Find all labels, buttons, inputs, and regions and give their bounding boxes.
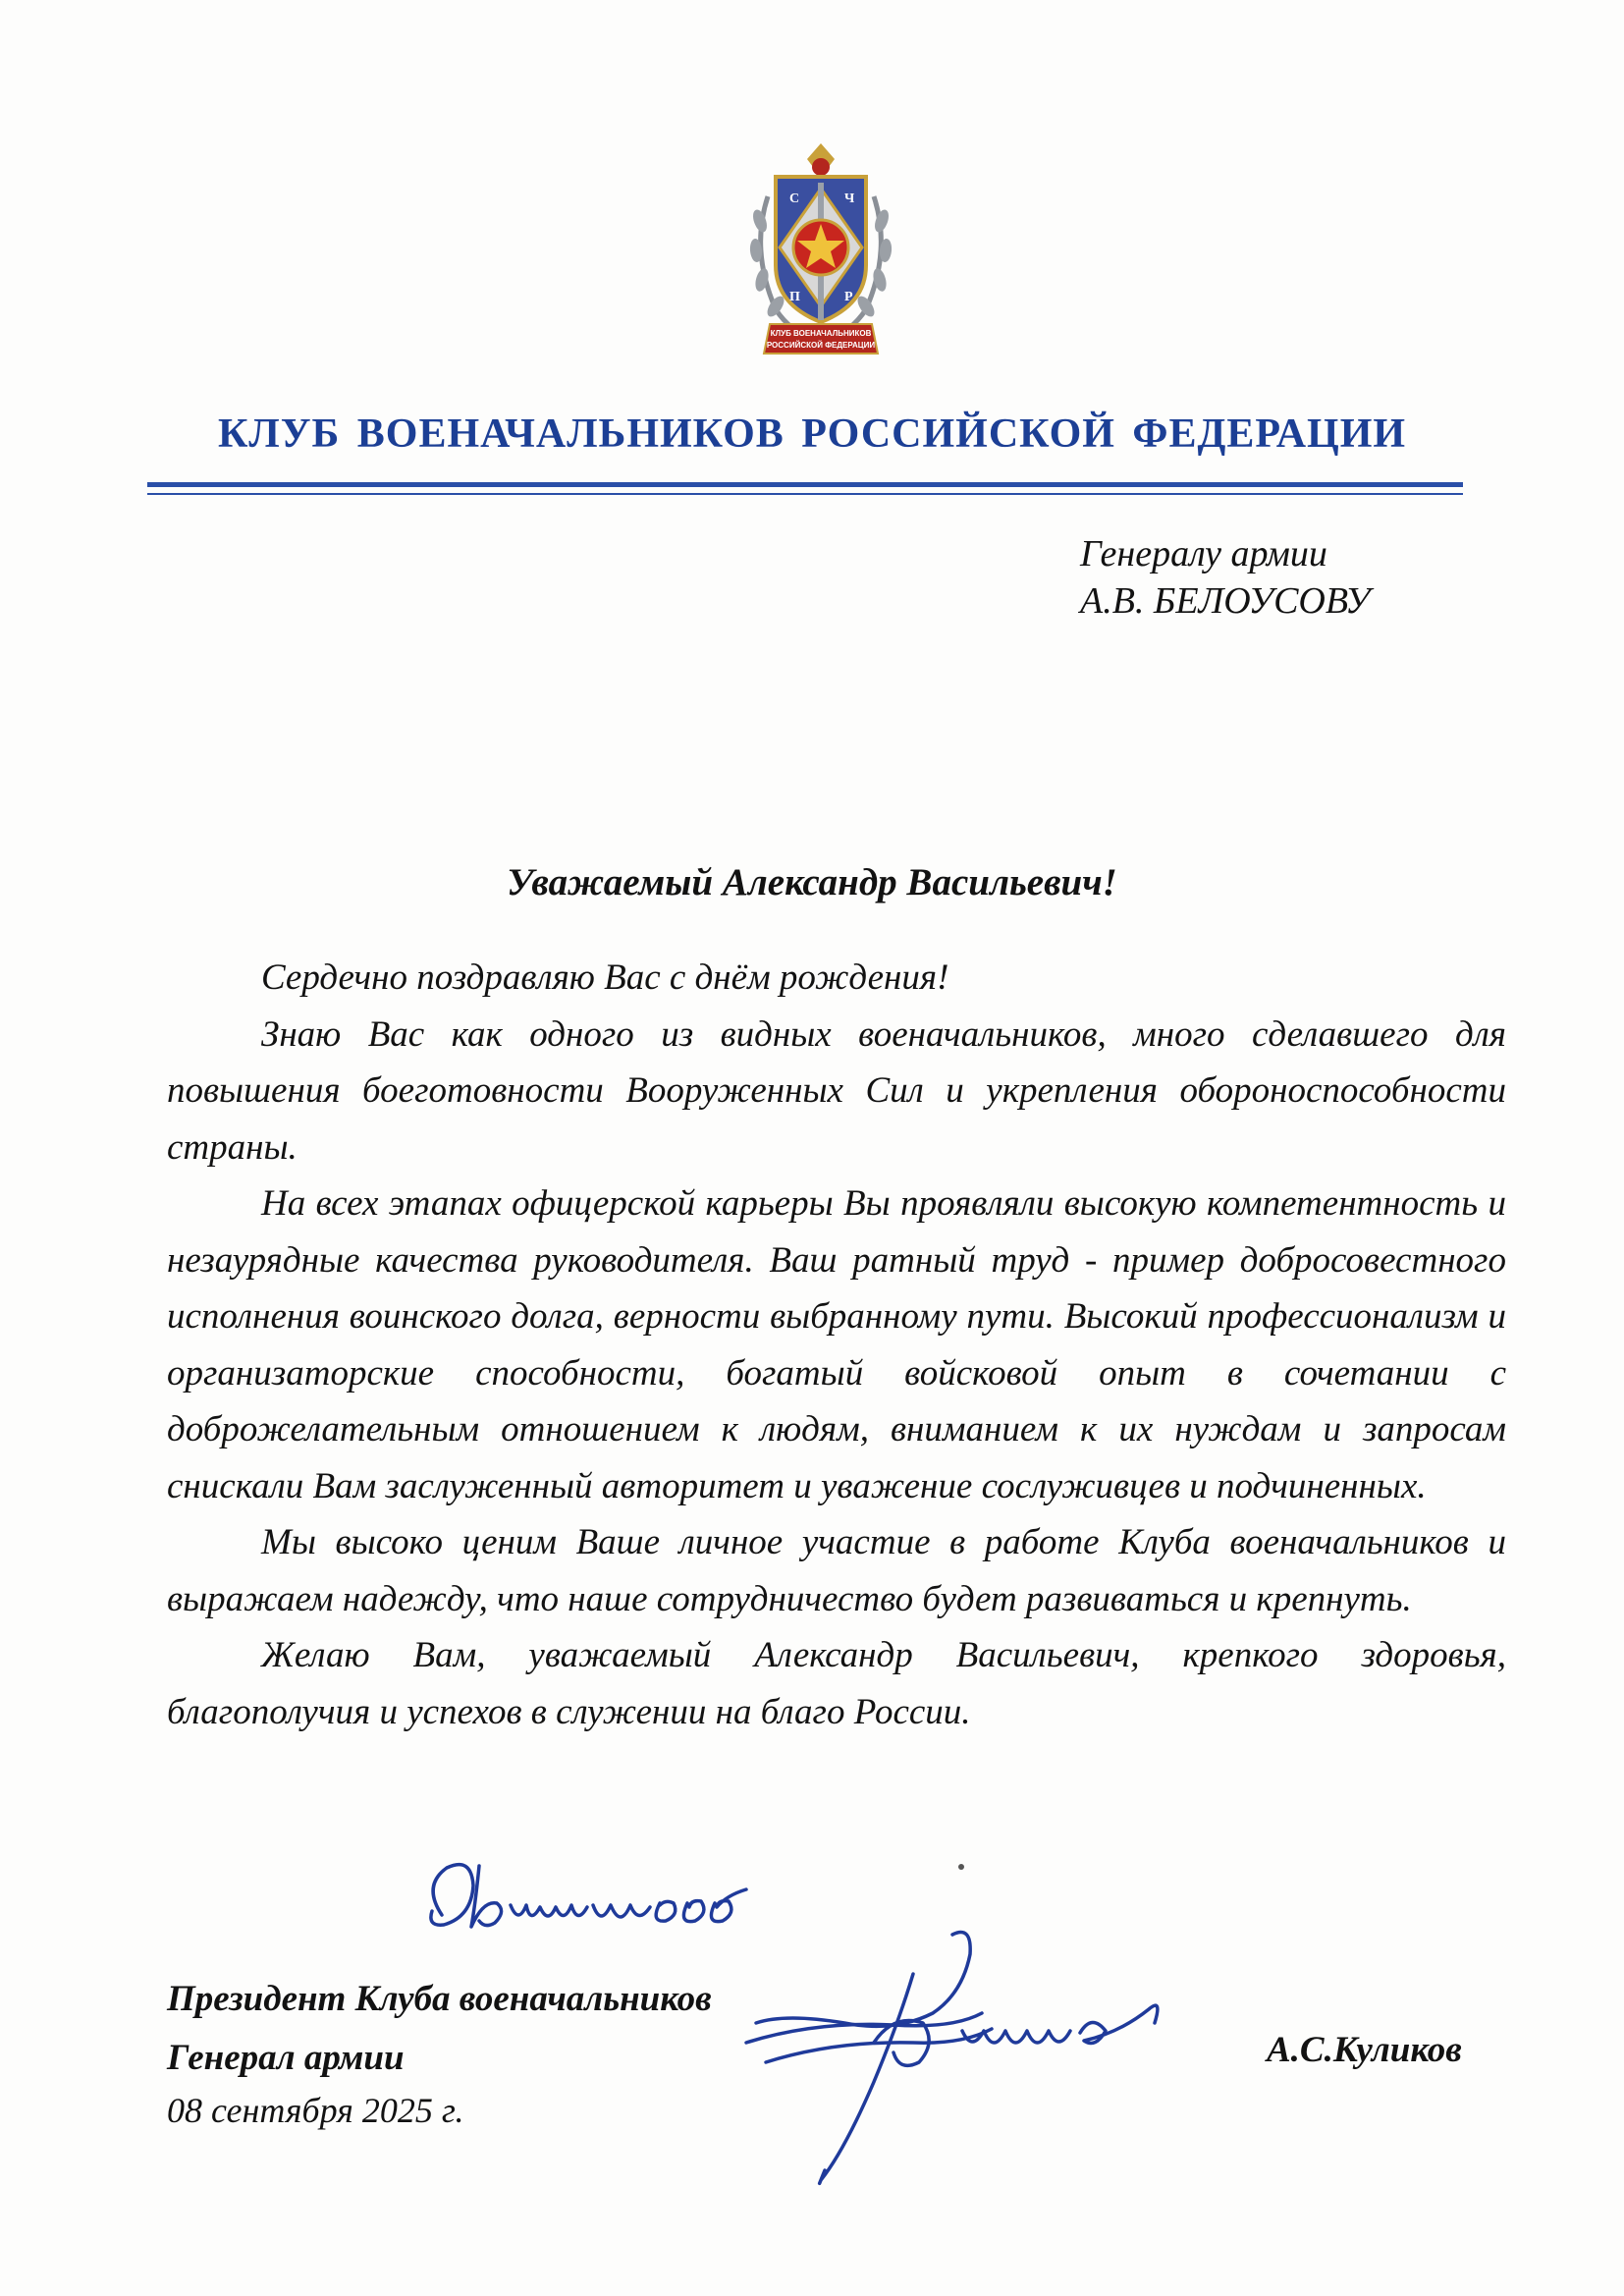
letterhead-rule-thin — [147, 493, 1463, 495]
svg-text:РОССИЙСКОЙ ФЕДЕРАЦИИ: РОССИЙСКОЙ ФЕДЕРАЦИИ — [766, 341, 876, 350]
letter-body — [167, 950, 1506, 1740]
president-signature — [727, 1915, 1237, 2200]
letterhead-rule-thick — [147, 482, 1463, 487]
body-paragraph: Желаю Вам, уважаемый Александр Васильевич, крепкого здоровья, благополучия и успехов в служении на благо России. — [167, 1635, 1506, 1732]
svg-text:Р: Р — [844, 290, 853, 304]
svg-text:КЛУБ ВОЕНАЧАЛЬНИКОВ: КЛУБ ВОЕНАЧАЛЬНИКОВ — [770, 329, 872, 338]
signatory-name: А.С.Куликов — [1267, 2030, 1462, 2070]
body-paragraph: Мы высоко ценим Ваше личное участие в работе Клуба военачальников и выражаем надежду, что наше сотрудничество будет развиваться и крепнуть. — [167, 1522, 1506, 1619]
salutation: Уважаемый Александр Васильевич! — [507, 861, 1117, 903]
addressee-name: А.В. БЕЛОУСОВУ — [1080, 580, 1371, 622]
svg-text:С: С — [789, 191, 800, 206]
scan-speck — [958, 1864, 964, 1870]
body-paragraph: Сердечно поздравляю Вас с днём рождения! — [261, 957, 949, 998]
addressee-rank: Генералу армии — [1080, 533, 1327, 574]
signoff-block — [167, 1970, 712, 2088]
club-emblem-icon — [746, 137, 895, 363]
signoff-position: Президент Клуба военачальников — [167, 1979, 712, 2019]
signoff-rank: Генерал армии — [167, 2038, 405, 2078]
letter-date: 08 сентября 2025 г. — [167, 2091, 464, 2130]
addressee-block — [1080, 530, 1370, 625]
svg-text:П: П — [789, 290, 800, 304]
svg-text:Ч: Ч — [844, 191, 855, 206]
letterhead-title: КЛУБ ВОЕНАЧАЛЬНИКОВ РОССИЙСКОЙ ФЕДЕРАЦИИ — [217, 411, 1407, 457]
body-paragraph: На всех этапах офицерской карьеры Вы проявляли высокую компетентность и незаурядные качества руководителя. Ваш ратный труд - пример добросовестного исполнения воинского долга, верности выбранному пути. Высокий профессионализм и организаторские способности, богатый войсковой опыт в сочетании с доброжелательным отношением к людям, вниманием к их нуждам и запросам снискали Вам заслуженный авторитет и уважение сослуживцев и подчиненных. — [167, 1183, 1506, 1506]
body-paragraph: Знаю Вас как одного из видных военачальников, много сделавшего для повышения боеготовности Вооруженных Сил и укрепления обороноспособности страны. — [167, 1013, 1506, 1168]
